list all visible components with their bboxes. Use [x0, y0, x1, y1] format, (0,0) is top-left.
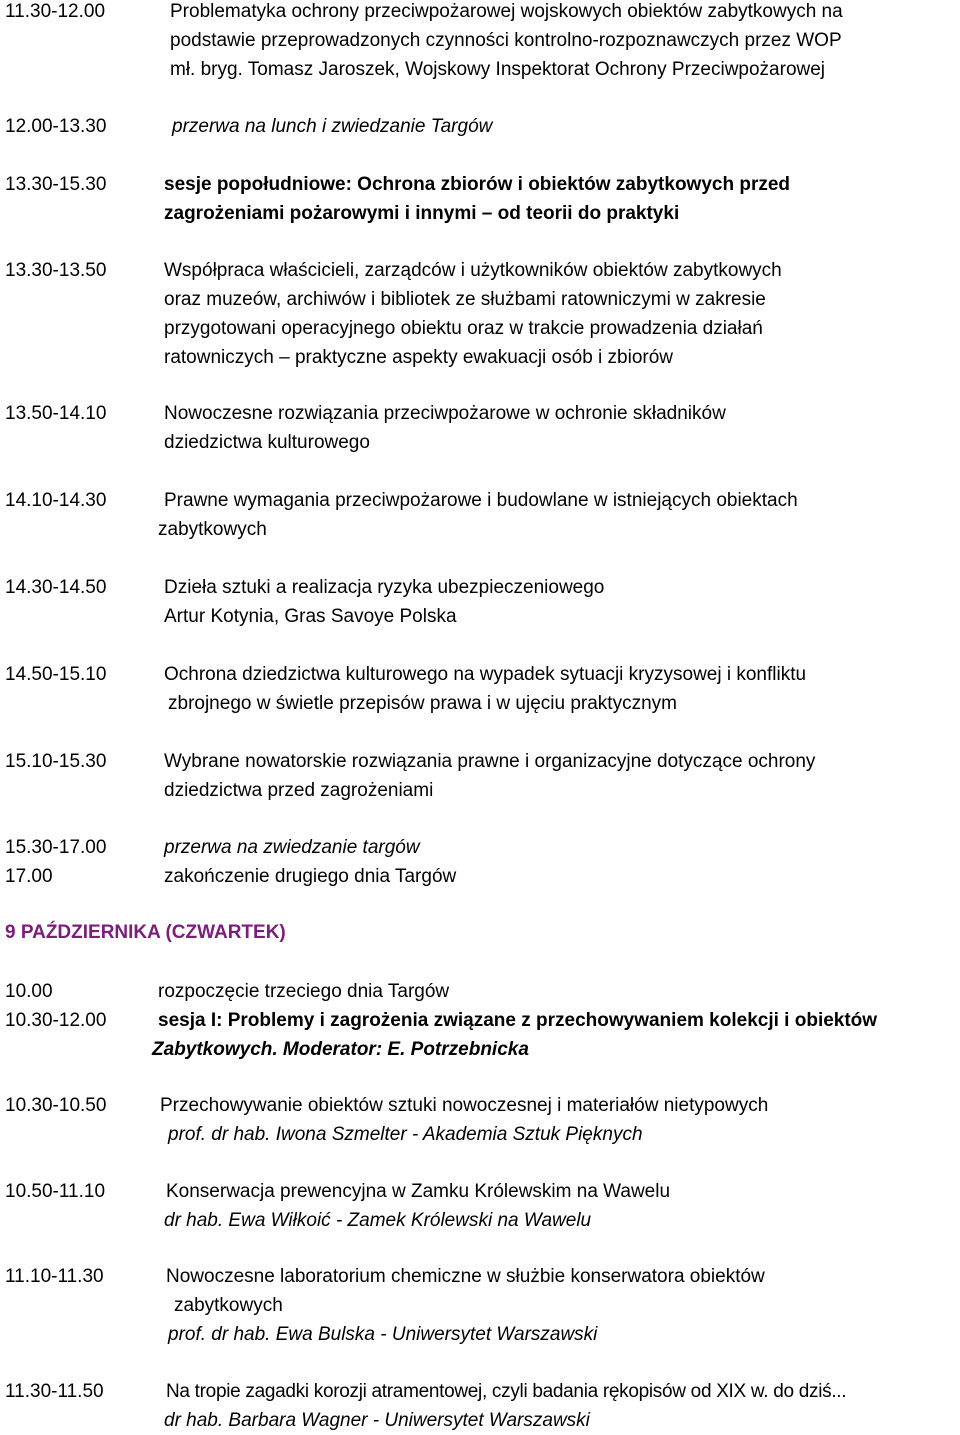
entry-time: 11.30-11.50 [5, 1381, 104, 1402]
entry-text-line: Konserwacja prewencyjna w Zamku Królewskim na Wawelu [166, 1181, 671, 1202]
entry-time: 14.50-15.10 [5, 664, 107, 685]
entry-time: 14.10-14.30 [5, 490, 107, 511]
entry-time: 13.30-13.50 [5, 260, 107, 281]
entry-text-line: dr hab. Barbara Wagner - Uniwersytet Warszawski [164, 1410, 590, 1431]
entry-text-line: Dzieła sztuki a realizacja ryzyka ubezpieczeniowego [164, 577, 605, 598]
entry-text-line: Współpraca właścicieli, zarządców i użytkowników obiektów zabytkowych [164, 260, 782, 281]
entry-time: 12.00-13.30 [5, 116, 107, 137]
entry-text-line: zabytkowych [174, 1295, 283, 1316]
entry-time: 14.30-14.50 [5, 577, 107, 598]
entry-text-line: przerwa na zwiedzanie targów [164, 837, 420, 858]
entry-text-line: Na tropie zagadki korozji atramentowej, czyli badania rękopisów od XIX w. do dziś... [166, 1381, 847, 1402]
entry-time: 10.00 [5, 981, 53, 1002]
entry-time: 15.30-17.00 [5, 837, 107, 858]
entry-text-line: Problematyka ochrony przeciwpożarowej wojskowych obiektów zabytkowych na [170, 1, 843, 22]
entry-text-line: prof. dr hab. Ewa Bulska - Uniwersytet Warszawski [168, 1324, 598, 1345]
entry-text-line: Wybrane nowatorskie rozwiązania prawne i organizacyjne dotyczące ochrony [164, 751, 816, 772]
entry-text-line: rozpoczęcie trzeciego dnia Targów [158, 981, 450, 1002]
entry-text-line: oraz muzeów, archiwów i bibliotek ze służbami ratowniczymi w zakresie [164, 289, 766, 310]
entry-text-line: przygotowani operacyjnego obiektu oraz w trakcie prowadzenia działań [164, 318, 763, 339]
entry-time: 15.10-15.30 [5, 751, 107, 772]
entry-text-line: Ochrona dziedzictwa kulturowego na wypadek sytuacji kryzysowej i konfliktu [164, 664, 807, 685]
entry-text-line: zbrojnego w świetle przepisów prawa i w ujęciu praktycznym [168, 693, 677, 714]
entry-time: 11.10-11.30 [5, 1266, 104, 1287]
entry-text-line: Nowoczesne rozwiązania przeciwpożarowe w ochronie składników [164, 403, 726, 424]
entry-text-line: dziedzictwa przed zagrożeniami [164, 780, 434, 801]
entry-text-line: Nowoczesne laboratorium chemiczne w służbie konserwatora obiektów [166, 1266, 765, 1287]
entry-text-line: dziedzictwa kulturowego [164, 432, 370, 453]
entry-text-line: przerwa na lunch i zwiedzanie Targów [172, 116, 493, 137]
entry-text-line: sesja I: Problemy i zagrożenia związane z przechowywaniem kolekcji i obiektów [158, 1010, 878, 1031]
entry-text-line: zabytkowych [158, 519, 267, 540]
entry-text-line: mł. bryg. Tomasz Jaroszek, Wojskowy Inspektorat Ochrony Przeciwpożarowej [170, 59, 826, 80]
entry-text-line: podstawie przeprowadzonych czynności kontrolno-rozpoznawczych przez WOP [170, 30, 842, 51]
entry-text-line: Zabytkowych. Moderator: E. Potrzebnicka [152, 1039, 529, 1060]
entry-time: 17.00 [5, 866, 53, 887]
entry-time: 10.50-11.10 [5, 1181, 106, 1202]
entry-time: 13.30-15.30 [5, 174, 107, 195]
entry-time: 13.50-14.10 [5, 403, 107, 424]
entry-text-line: prof. dr hab. Iwona Szmelter - Akademia Sztuk Pięknych [168, 1124, 643, 1145]
day-heading: 9 PAŹDZIERNIKA (CZWARTEK) [5, 922, 286, 943]
entry-text-line: zagrożeniami pożarowymi i innymi – od teorii do praktyki [164, 203, 680, 224]
entry-text-line: Artur Kotynia, Gras Savoye Polska [164, 606, 457, 627]
entry-time: 10.30-12.00 [5, 1010, 107, 1031]
entry-text-line: Prawne wymagania przeciwpożarowe i budowlane w istniejących obiektach [164, 490, 798, 511]
entry-time: 11.30-12.00 [5, 1, 106, 22]
entry-text-line: dr hab. Ewa Wiłkoić - Zamek Królewski na Wawelu [164, 1210, 592, 1231]
entry-text-line: zakończenie drugiego dnia Targów [164, 866, 457, 887]
entry-text-line: Przechowywanie obiektów sztuki nowoczesnej i materiałów nietypowych [160, 1095, 769, 1116]
entry-text-line: ratowniczych – praktyczne aspekty ewakuacji osób i zbiorów [164, 347, 674, 368]
entry-text-line: sesje popołudniowe: Ochrona zbiorów i obiektów zabytkowych przed [164, 174, 791, 195]
entry-time: 10.30-10.50 [5, 1095, 107, 1116]
